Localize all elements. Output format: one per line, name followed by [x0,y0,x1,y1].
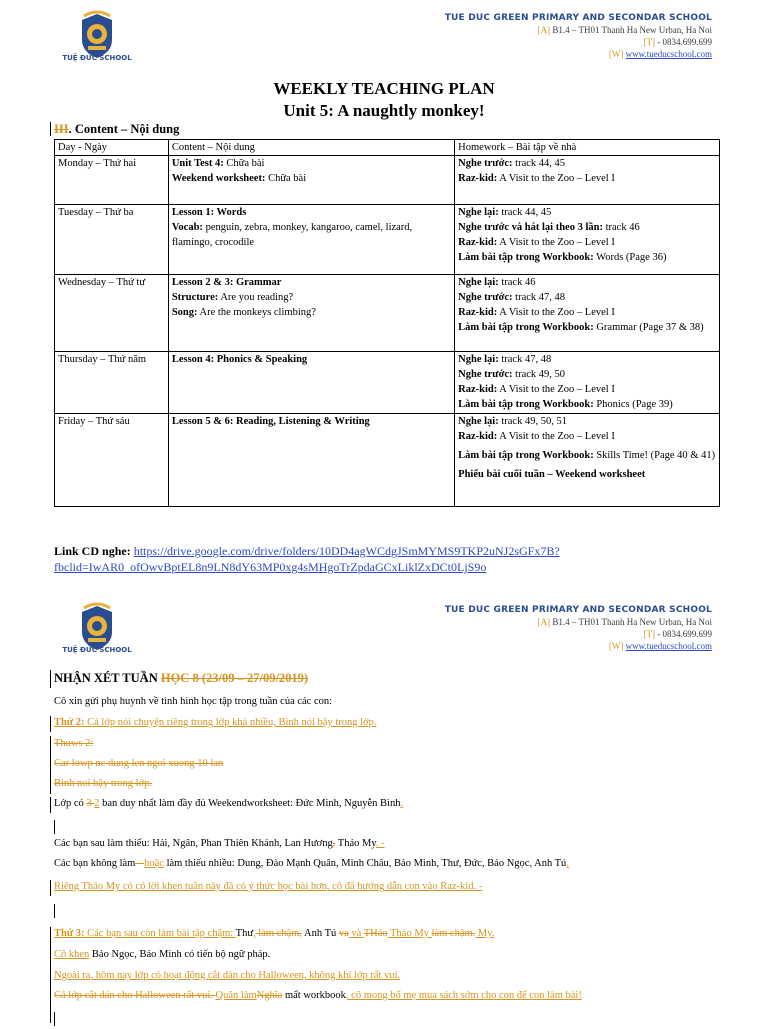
text-run: Thảo My [335,838,376,849]
school-website-link[interactable]: www.tueducschool.com [625,49,712,59]
school-address: B1.4 – TH01 Thanh Ha New Urban, Ha Noi [552,617,712,627]
text-run: Lớp có [54,798,87,809]
homework-line-label: Raz-kid: [458,237,498,248]
content-line [172,205,451,220]
homework-line-label: Nghe trước và hát lại theo 3 lần: [458,222,603,233]
homework-line-text: Words (Page 36) [593,252,667,263]
comment-not-done [54,858,569,869]
homework-line [458,367,716,382]
review-title: NHẬN XÉT TUẦN [54,671,161,685]
doc-title: WEEKLY TEACHING PLAN [273,79,495,98]
homework-line-label: Raz-kid: [458,173,498,184]
content-cell [168,414,454,507]
comment-workbook [54,990,582,1001]
page-header-1 [0,10,768,80]
content-line [172,275,451,290]
school-name: TUE DUC GREEN PRIMARY AND SECONDAR SCHOOL [444,13,712,23]
address-tag: [A] [537,25,551,35]
text-cursor [54,820,55,834]
content-line [172,156,451,171]
web-tag: [W] [608,49,624,59]
comment-line-thu3 [54,928,494,939]
deleted-run: - [135,858,145,869]
comment-line-thu2 [54,717,376,728]
deleted-line-3: Binh noi bậy trong lớp. [54,778,153,789]
homework-line-label: Nghe trước: [458,369,513,380]
content-line-label: Song: [171,307,198,318]
homework-cell [455,156,720,205]
section-title: . Content – Nội dung [68,122,180,136]
content-cell [168,205,454,275]
inserted-run: Cô khen [54,949,90,960]
homework-line-label: Nghe lại: [458,207,499,218]
text-run: Thư [235,928,254,939]
comment-praise [54,949,270,960]
school-phone: - 0834.699.699 [657,629,712,639]
comment-weekend-worksheet [54,798,403,809]
content-cell [168,156,454,205]
content-line [172,352,451,367]
homework-line-label: Nghe lại: [458,416,499,427]
content-cell [168,352,454,414]
deleted-line-2: Car lowp nc dung len ngoi xuong 10 lan [54,758,224,769]
deleted-run: va [338,928,349,939]
review-intro: Cô xin gửi phụ huynh về tình hình học tập trong tuần của các con: [54,696,333,707]
table-row [55,156,720,205]
homework-line-label: Phiếu bài cuối tuần – Weekend worksheet [458,469,646,480]
content-line [172,414,451,429]
table-row [55,352,720,414]
content-line-text: penguin, zebra, monkey, kangaroo, camel, lizard, flamingo, crocodile [171,222,413,248]
homework-line [458,156,716,171]
homework-line-text: track 44, 45 [498,207,552,218]
homework-line [458,448,716,463]
school-name: TUE DUC GREEN PRIMARY AND SECONDAR SCHOOL [444,605,712,615]
school-logo [62,10,132,68]
deleted-run: Nghĩa [256,990,283,1001]
school-logo-2 [62,602,132,660]
content-line-label: Lesson 2 & 3: Grammar [171,277,282,288]
homework-line-text: track 47, 48 [512,292,566,303]
logo-text: TUỆ ĐỨC SCHOOL [62,646,132,654]
text-run: Các bạn không làm [54,858,136,869]
deleted-run: làm chậm, [255,928,302,939]
homework-line-text: Skills Time! (Page 40 & 41) [593,450,716,461]
content-line [172,171,451,186]
homework-line-label: Nghe trước: [458,158,513,169]
change-bar [50,880,51,896]
day-cell: Tuesday – Thứ ba [55,205,169,275]
logo-text: TUỆ ĐỨC SCHOOL [62,54,132,62]
content-line-label: Unit Test 4: [171,158,224,169]
homework-line-text: A Visit to the Zoo – Level I [497,384,615,395]
table-row [55,275,720,352]
day-cell: Thursday – Thứ năm [55,352,169,414]
audio-link-url-1[interactable]: https://drive.google.com/drive/folders/10DD4agWCdgJSmMYMS9TKP2uNJ2sGFx7B? [133,544,560,558]
homework-line [458,429,716,444]
deleted-section-number: III [54,122,69,136]
homework-line [458,220,716,235]
deleted-run: làm chậm. [431,928,476,939]
inserted-run: Thảo My [387,928,432,939]
homework-line [458,320,716,335]
inserted-run: . [400,798,404,809]
homework-line [458,467,716,482]
col-header-day: Day - Ngày [55,140,169,156]
deleted-run: Cả lớp cắt dán cho Halloween rất vui. [54,990,216,1001]
content-line [172,220,451,250]
change-bar [50,736,51,794]
empty-line [54,904,55,921]
homework-line-text: A Visit to the Zoo – Level I [497,173,615,184]
inserted-run: . [566,858,569,869]
school-phone: - 0834.699.699 [657,37,712,47]
phone-tag: [T] [643,37,655,47]
homework-line-text: track 44, 45 [512,158,566,169]
table-row [55,414,720,507]
day-cell: Friday – Thứ sáu [55,414,169,507]
day-cell: Monday – Thứ hai [55,156,169,205]
text-run: ban duy nhất làm đầy đủ Weekendworksheet: Đức Minh, Nguyễn Bình [99,798,401,809]
homework-line-text: Phonics (Page 39) [593,399,673,410]
homework-line-text: A Visit to the Zoo – Level I [497,237,615,248]
homework-line [458,250,716,265]
text-cursor [54,904,55,918]
content-line-label: Weekend worksheet: [171,173,266,184]
school-website-link[interactable]: www.tueducschool.com [625,641,712,651]
address-tag: [A] [537,617,551,627]
homework-line-text: track 46 [498,277,536,288]
deleted-run: 3 [86,798,95,809]
comment-thao-my: Riêng Thảo My có có lời khen tuần này đã có ý thức học bài hơn, cô đã hướng dẫn con vào Raz-kid. - [54,881,483,892]
homework-line-label: Raz-kid: [458,307,498,318]
homework-line-text: track 47, 48 [498,354,552,365]
table-body [55,156,720,507]
content-line-text: Are you reading? [218,292,294,303]
homework-line [458,275,716,290]
day-cell: Wednesday – Thứ tư [55,275,169,352]
content-line-text: Chữa bài [223,158,265,169]
content-line-label: Lesson 1: Words [171,207,247,218]
inserted-run: , cô mong bố mẹ mua sách sớm cho con để con làm bài! [345,990,582,1001]
homework-line-text: Grammar (Page 37 & 38) [593,322,704,333]
day-label-thu2: Thứ 2: [54,717,88,728]
homework-line-label: Raz-kid: [458,384,498,395]
inserted-run: và [348,928,364,939]
change-bar [50,927,51,1023]
change-bar [50,670,51,688]
homework-line [458,205,716,220]
text-run: Các bạn sau làm thiếu: Hải, Ngân, Phan Thiên Khánh, Lan Hương [54,838,333,849]
empty-line [54,1012,55,1029]
audio-link-block [54,543,694,575]
phone-tag: [T] [643,629,655,639]
homework-line-label: Raz-kid: [458,431,498,442]
doc-subtitle: Unit 5: A naughtly monkey! [283,101,485,120]
homework-cell [455,205,720,275]
content-line-text: Chữa bài [265,173,307,184]
school-address: B1.4 – TH01 Thanh Ha New Urban, Ha Noi [552,25,712,35]
inserted-run: Các bạn sau còn làm bài tập chậm: [87,928,236,939]
col-header-homework: Homework – Bài tập về nhà [455,140,720,156]
school-contact-2 [445,604,712,652]
content-line-label: Lesson 5 & 6: Reading, Listening & Writing [171,416,370,427]
deleted-run: , [332,838,336,849]
homework-line [458,290,716,305]
audio-link-url-2[interactable]: fbclid=IwAR0_ofOwvBptEL8n9LN8dY63MP0xg4sMHgoTrZpdaGCxLiklZxDCt0LjS9o [54,560,487,574]
inserted-run: 2 [94,798,100,809]
homework-cell [455,414,720,507]
web-tag: [W] [608,641,624,651]
homework-line-text: track 46 [602,222,640,233]
homework-line-text: A Visit to the Zoo – Level I [497,431,615,442]
text-run: Anh Tú [302,928,339,939]
homework-cell [455,352,720,414]
content-line-label: Structure: [171,292,219,303]
day-label-thu3: Thứ 3: [54,928,88,939]
teaching-plan-table [54,139,720,507]
page-header-2 [0,602,768,672]
comment-halloween: Ngoài ra, hôm nay lớp có hoạt động cắt dán cho Halloween, không khí lớp rất vui. [54,970,401,981]
inserted-run: . - [375,838,385,849]
homework-line-text: track 49, 50 [512,369,566,380]
review-heading [54,671,308,686]
homework-line [458,171,716,186]
text-run: Bảo Ngọc, Bảo Minh có tiến bộ ngữ pháp. [89,949,271,960]
deleted-run: THảo [363,928,388,939]
text-run: mất workbook [282,990,346,1001]
inserted-run: My. [475,928,495,939]
deleted-line-1: Thuws 2: [54,738,94,749]
change-bar [50,716,51,732]
deleted-week-label: HỌC 8 (23/09 – 27/09/2019) [160,671,309,685]
change-bar [50,797,51,813]
col-header-content: Content – Nội dung [168,140,454,156]
text-run: làm thiếu nhiều: Dung, Đào Mạnh Quân, Minh Châu, Bảo Minh, Thư, Đức, Bảo Ngọc, Anh Tú [163,858,567,869]
homework-line-label: Làm bài tập trong Workbook: [458,450,594,461]
homework-cell [455,275,720,352]
homework-line-label: Nghe lại: [458,354,499,365]
homework-line-label: Làm bài tập trong Workbook: [458,399,594,410]
homework-line-label: Làm bài tập trong Workbook: [458,252,594,263]
comment-incomplete [54,838,385,849]
content-line-text: Are the monkeys climbing? [197,307,316,318]
homework-line-label: Nghe lại: [458,277,499,288]
content-line-label: Vocab: [171,222,203,233]
content-cell [168,275,454,352]
content-line-label: Lesson 4: Phonics & Speaking [171,354,308,365]
table-header-row [55,140,720,156]
homework-line [458,397,716,412]
homework-line [458,382,716,397]
section-heading [54,122,179,137]
homework-line [458,352,716,367]
homework-line [458,305,716,320]
content-line [172,290,451,305]
homework-line-text: A Visit to the Zoo – Level I [497,307,615,318]
content-line [172,305,451,320]
inserted-run: hoặc [144,858,164,869]
empty-line [54,820,55,837]
comment-thu2: Cả lớp nói chuyện riêng trong lớp khá nhiều, Bình nói bậy trong lớp. [87,717,377,728]
inserted-run: Quân làm [215,990,257,1001]
homework-line-label: Nghe trước: [458,292,513,303]
audio-link-label: Link CD nghe: [54,544,134,558]
homework-line-label: Làm bài tập trong Workbook: [458,322,594,333]
table-row [55,205,720,275]
change-bar [50,122,51,136]
inserted-run: , [253,928,256,939]
homework-line-text: track 49, 50, 51 [498,416,567,427]
school-contact [445,12,712,60]
homework-line [458,414,716,429]
homework-line [458,235,716,250]
